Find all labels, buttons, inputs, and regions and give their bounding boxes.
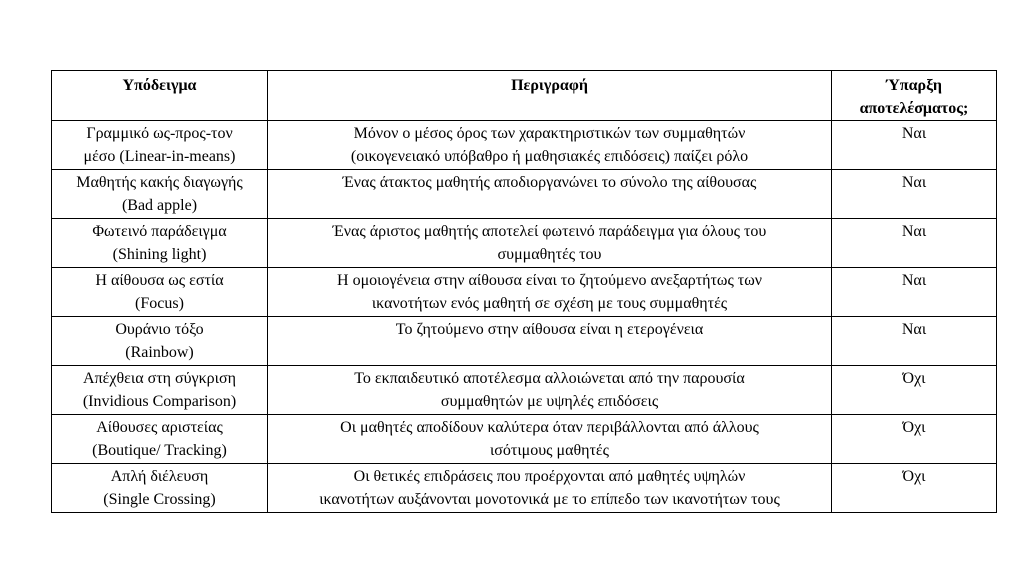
result-cell: Όχι	[832, 415, 997, 464]
result-cell: Ναι	[832, 317, 997, 366]
table-row	[52, 219, 997, 268]
description-cell: Ένας άριστος μαθητής αποτελεί φωτεινό παράδειγμα για όλους του συμμαθητές του	[268, 219, 832, 268]
table-row	[52, 170, 997, 219]
result-cell: Ναι	[832, 170, 997, 219]
description-cell: Το ζητούμενο στην αίθουσα είναι η ετερογένεια	[268, 317, 832, 366]
table-row	[52, 268, 997, 317]
result-cell: Ναι	[832, 219, 997, 268]
model-cell: Η αίθουσα ως εστία (Focus)	[52, 268, 268, 317]
header-description: Περιγραφή	[268, 71, 832, 121]
model-cell: Ουράνιο τόξο (Rainbow)	[52, 317, 268, 366]
description-cell: Το εκπαιδευτικό αποτέλεσμα αλλοιώνεται από την παρουσία συμμαθητών με υψηλές επιδόσεις	[268, 366, 832, 415]
result-cell: Ναι	[832, 121, 997, 170]
peer-effects-models-table	[51, 70, 997, 513]
description-cell: Η ομοιογένεια στην αίθουσα είναι το ζητούμενο ανεξαρτήτως των ικανοτήτων ενός μαθητή σε σχέση με τους συμμαθητές	[268, 268, 832, 317]
description-cell: Μόνον ο μέσος όρος των χαρακτηριστικών των συμμαθητών (οικογενειακό υπόβαθρο ή μαθησιακές επιδόσεις) παίζει ρόλο	[268, 121, 832, 170]
model-cell: Μαθητής κακής διαγωγής (Bad apple)	[52, 170, 268, 219]
description-cell: Οι θετικές επιδράσεις που προέρχονται από μαθητές υψηλών ικανοτήτων αυξάνονται μονοτονικά με το επίπεδο των ικανοτήτων τους	[268, 464, 832, 513]
table-row	[52, 366, 997, 415]
table-row	[52, 317, 997, 366]
table-header-row	[52, 71, 997, 121]
model-cell: Αίθουσες αριστείας (Boutique/ Tracking)	[52, 415, 268, 464]
result-cell: Ναι	[832, 268, 997, 317]
description-cell: Ένας άτακτος μαθητής αποδιοργανώνει το σύνολο της αίθουσας	[268, 170, 832, 219]
model-cell: Απέχθεια στη σύγκριση (Invidious Comparison)	[52, 366, 268, 415]
header-model: Υπόδειγμα	[52, 71, 268, 121]
result-cell: Όχι	[832, 464, 997, 513]
result-cell: Όχι	[832, 366, 997, 415]
description-cell: Οι μαθητές αποδίδουν καλύτερα όταν περιβάλλονται από άλλους ισότιμους μαθητές	[268, 415, 832, 464]
model-cell: Γραμμικό ως-προς-τον μέσο (Linear-in-means)	[52, 121, 268, 170]
header-result: Ύπαρξη αποτελέσματος;	[832, 71, 997, 121]
model-cell: Φωτεινό παράδειγμα (Shining light)	[52, 219, 268, 268]
model-cell: Απλή διέλευση (Single Crossing)	[52, 464, 268, 513]
table-row	[52, 121, 997, 170]
table-row	[52, 464, 997, 513]
table-row	[52, 415, 997, 464]
